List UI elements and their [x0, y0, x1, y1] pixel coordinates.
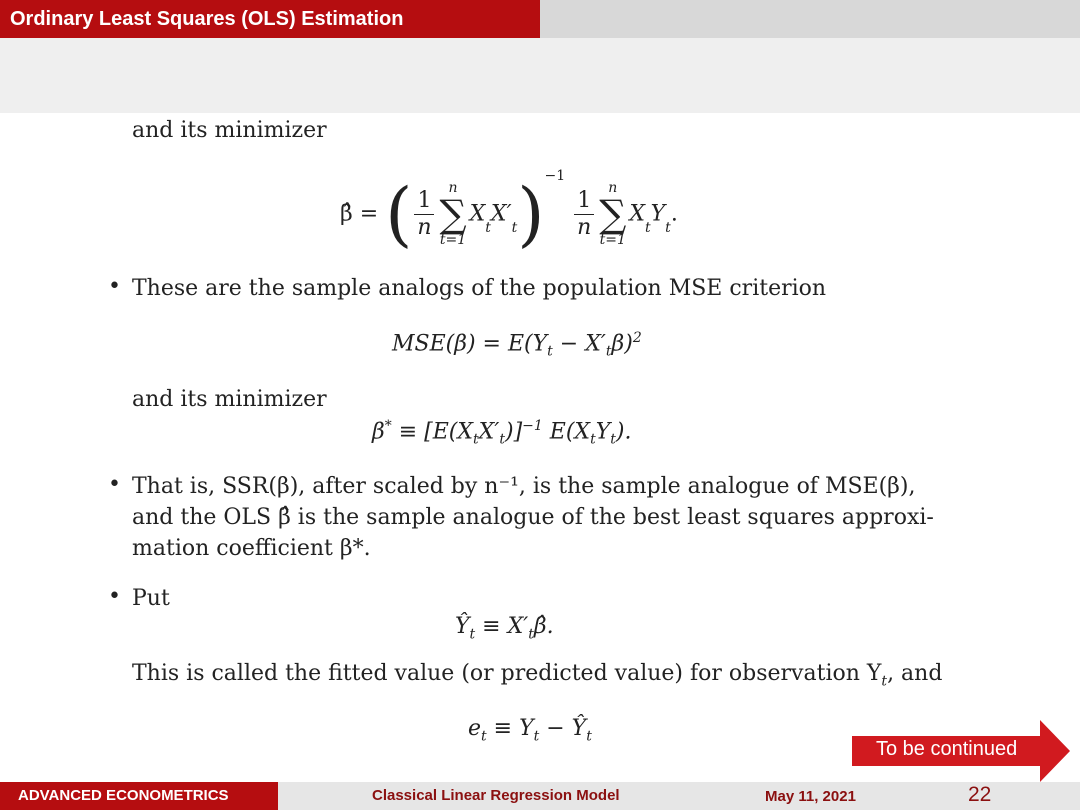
bullet-2-marker: • — [108, 472, 121, 497]
page-number: 22 — [968, 783, 992, 806]
continue-label[interactable]: To be continued — [876, 738, 1018, 760]
eq1-fraction-1: $\frac{1}{n}$ — [414, 188, 434, 241]
eq1-lhs: β̂ = — [340, 201, 379, 227]
eq1-sum-2: n ∑ t=1 — [599, 180, 627, 248]
bullet-1-marker: • — [108, 274, 121, 299]
bullet-2-line-2: and the OLS β̂ is the sample analogue of the best least squares approxi- — [132, 505, 934, 530]
text-and-its-minimizer-1: and its minimizer — [132, 118, 327, 143]
bullet-2-line-1: That is, SSR(β), after scaled by n⁻¹, is the sample analogue of MSE(β), — [132, 474, 916, 499]
footer-topic: Classical Linear Regression Model — [372, 787, 620, 804]
header-band — [0, 38, 1080, 113]
eq1-left-paren: ( — [385, 173, 413, 255]
slide-title: Ordinary Least Squares (OLS) Estimation — [10, 8, 404, 30]
eq1-sum-1: n ∑ t=1 — [439, 180, 467, 248]
bullet-3-marker: • — [108, 584, 121, 609]
title-bar — [0, 0, 540, 38]
eq1-fraction-2: $\frac{1}{n}$ — [574, 188, 594, 241]
equation-mse: $MSE(\beta) = E(Y_t - X'_t\beta)^2$ — [392, 330, 642, 360]
equation-residual: $e_t \equiv Y_t$ − $Ŷ_t$ — [468, 716, 592, 745]
equation-beta-hat: β̂ = ( $\frac{1}{n}$ n ∑ t=1 $X_tX'_t)^{-1}$ $\frac{1}{n}$ n ∑ t=1 $X_tY_t$. — [340, 168, 678, 255]
footer-course: ADVANCED ECONOMETRICS — [18, 787, 229, 804]
eq1-right-paren: ) — [517, 173, 545, 255]
text-and-its-minimizer-2: and its minimizer — [132, 387, 327, 412]
bullet-3-text: Put — [132, 586, 170, 611]
bullet-2-line-3: mation coefficient β*. — [132, 536, 371, 561]
text-fitted-value: This is called the fitted value (or predicted value) for observation $Y_t$, and — [132, 661, 943, 690]
footer-date: May 11, 2021 — [765, 788, 856, 805]
equation-beta-star: $\beta^* \equiv [E(X_tX'_t)]^{-1}$ $E(X_tY_t)$. — [372, 418, 632, 448]
equation-y-hat: $Ŷ_t$ ≡ $X'_t\betâ$. — [455, 614, 554, 643]
bullet-1-text: These are the sample analogs of the population MSE criterion — [132, 276, 827, 301]
title-bar-extension — [540, 0, 1080, 38]
